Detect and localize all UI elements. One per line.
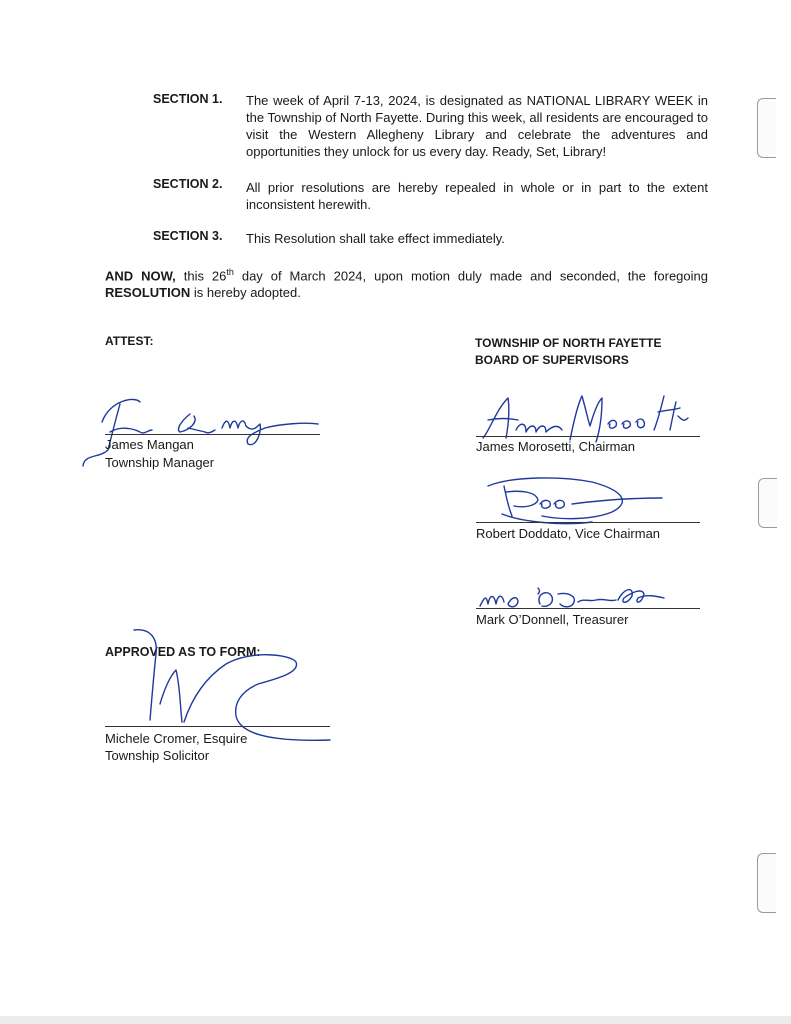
section-2-label: SECTION 2. — [153, 177, 223, 191]
attest-label: ATTEST: — [105, 334, 154, 348]
adoption-resolution-word: RESOLUTION — [105, 285, 191, 301]
approval-title: Township Solicitor — [105, 748, 210, 763]
section-2-text: All prior resolutions are hereby repealed in whole or in part to the extent inconsistent herewith. — [246, 180, 708, 212]
approval-label: APPROVED AS TO FORM: — [105, 645, 261, 659]
adoption-text-1: this 26 — [175, 268, 227, 284]
adoption-lead: AND NOW, — [105, 268, 176, 284]
adoption-text-2: day of March 2024, upon motion duly made and seconded, the foregoing — [233, 268, 708, 284]
adoption-text-3: is hereby adopted. — [190, 285, 301, 301]
chairman-name-title: James Morosetti, Chairman — [476, 439, 635, 454]
section-3-text: This Resolution shall take effect immediately. — [246, 231, 505, 246]
chairman-signature-line — [476, 436, 700, 437]
board-header-line2: BOARD OF SUPERVISORS — [475, 353, 629, 367]
scan-bottom-edge — [0, 1016, 791, 1024]
treasurer-name-title: Mark O’Donnell, Treasurer — [476, 612, 629, 627]
attest-name: James Mangan — [105, 437, 194, 452]
attest-title: Township Manager — [105, 455, 215, 470]
binder-tab-middle — [758, 478, 777, 528]
board-header-line1: TOWNSHIP OF NORTH FAYETTE — [475, 336, 662, 350]
signature-mark-odonnell — [478, 580, 678, 615]
vice-chairman-name-title: Robert Doddato, Vice Chairman — [476, 526, 661, 541]
approval-signature-line — [105, 726, 330, 727]
binder-tab-top — [757, 98, 776, 158]
signature-robert-doddato — [482, 472, 672, 532]
vice-chairman-signature-line — [476, 522, 700, 523]
attest-signature-line — [105, 434, 320, 435]
section-1-label: SECTION 1. — [153, 92, 223, 106]
section-1-text: The week of April 7-13, 2024, is designated as NATIONAL LIBRARY WEEK in the Township of North Fayette. During this week, all residents are encouraged to visit the Western Allegheny Library and celebrate the adventures and opportunities they unlock for us every day. Ready, Set, Library! — [246, 93, 708, 159]
binder-tab-bottom — [757, 853, 776, 913]
approval-name: Michele Cromer, Esquire — [105, 731, 248, 746]
treasurer-signature-line — [476, 608, 700, 609]
section-3-label: SECTION 3. — [153, 229, 223, 243]
adoption-ordinal: th — [226, 267, 234, 277]
adoption-paragraph — [105, 264, 708, 301]
